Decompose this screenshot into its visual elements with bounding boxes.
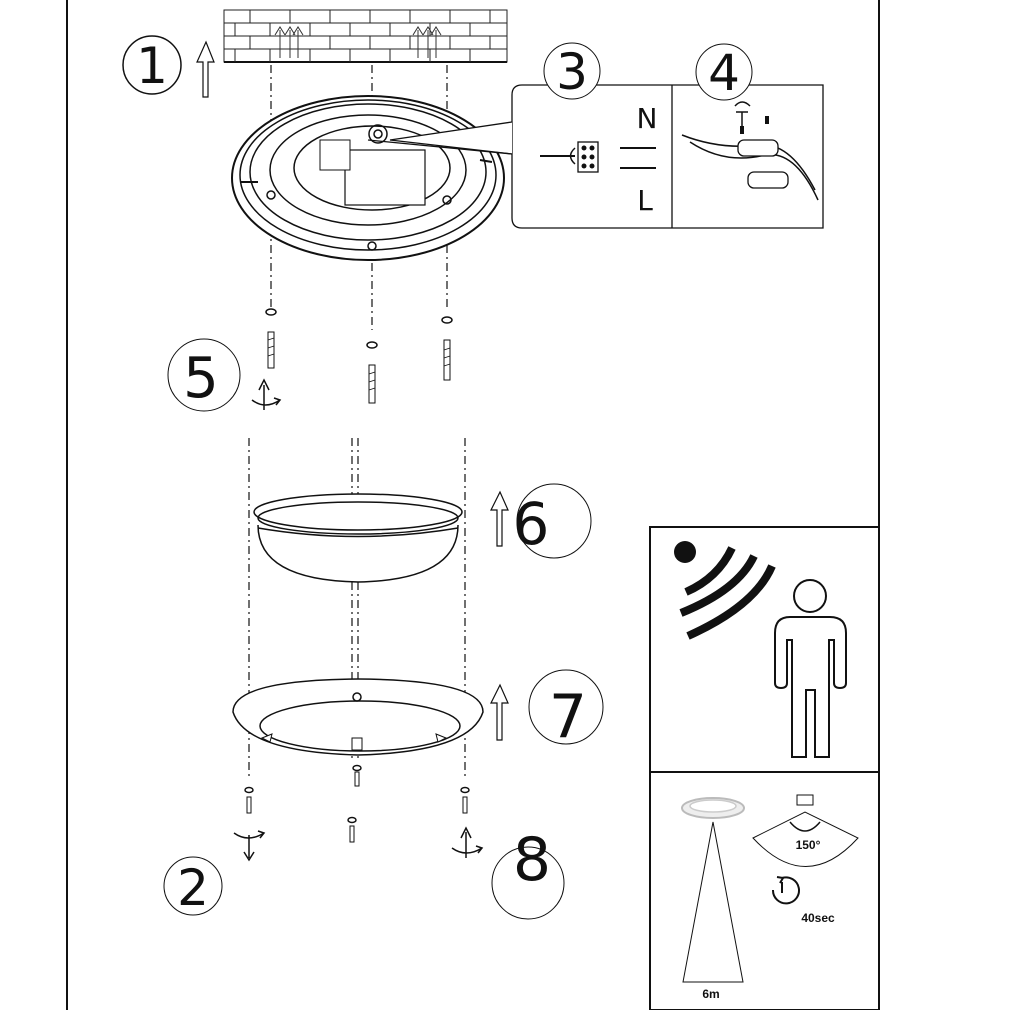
step-8-marker <box>492 825 564 919</box>
angle-label: 150° <box>795 838 821 852</box>
step-5-number: 5 <box>183 346 219 411</box>
step-2-number: 2 <box>177 859 209 917</box>
step-6-marker <box>513 484 591 558</box>
sensor-info-panel <box>650 527 879 1010</box>
ceiling-lamp-icon <box>682 798 744 818</box>
screw-rotate-up-icon <box>452 828 482 858</box>
step-1-number: 1 <box>136 37 168 95</box>
up-arrow-icon <box>197 42 214 97</box>
step-5-marker <box>168 339 240 411</box>
person-icon <box>775 580 846 757</box>
up-arrow-icon <box>491 685 508 740</box>
lamp-diffuser-dome <box>254 494 462 582</box>
live-label: L <box>637 184 653 217</box>
detection-angle-icon <box>753 795 858 867</box>
delay-label: 40sec <box>801 911 835 925</box>
step-6-number: 6 <box>512 490 550 558</box>
step-4-number: 4 <box>708 44 740 102</box>
up-arrow-icon <box>491 492 508 546</box>
step-3-number: 3 <box>556 43 588 101</box>
lamp-trim-ring <box>233 679 483 755</box>
ring-screws <box>245 766 469 843</box>
neutral-label: N <box>636 102 658 135</box>
lamp-base-plate <box>232 96 504 260</box>
step-1-marker <box>123 36 181 95</box>
step-7-marker <box>529 670 603 752</box>
motion-sensor-icon <box>674 541 772 636</box>
screw-rotate-up-icon <box>252 380 280 410</box>
screw-rotate-down-icon <box>234 831 264 860</box>
step-8-number: 8 <box>512 825 552 895</box>
detection-range-cone <box>683 822 743 982</box>
ceiling-brick-wall <box>224 10 507 62</box>
step-2-marker <box>164 857 222 917</box>
timer-icon <box>773 877 799 903</box>
step-7-number: 7 <box>548 682 588 752</box>
mounting-screws <box>266 309 452 403</box>
range-label: 6m <box>702 987 720 1001</box>
